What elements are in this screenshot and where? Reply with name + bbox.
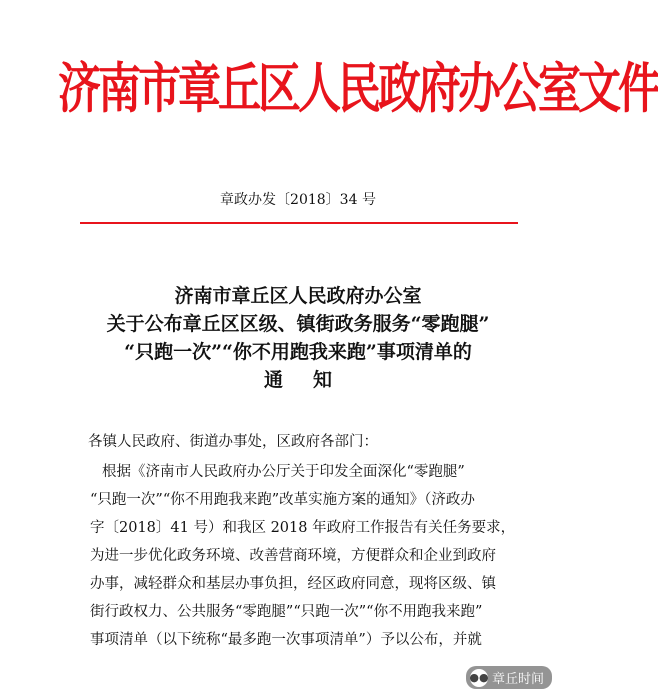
source-watermark bbox=[466, 666, 552, 689]
body-paragraph bbox=[90, 458, 526, 654]
notice-title bbox=[0, 282, 596, 394]
salutation: 各镇人民政府、街道办事处，区政府各部门： bbox=[88, 434, 378, 450]
notice-title-line: 济南市章丘区人民政府办公室 bbox=[174, 285, 422, 307]
body-line: 街行政权力、公共服务“零跑腿”“只跑一次”“你不用跑我来跑” bbox=[90, 604, 483, 620]
body-line: 根据《济南市人民政府办公厅关于印发全面深化“零跑腿” bbox=[102, 464, 465, 480]
body-line: 字〔2018〕41 号）和我区 2018 年政府工作报告有关任务要求， bbox=[90, 520, 516, 536]
body-line: 事项清单（以下统称“最多跑一次事项清单”）予以公布，并就 bbox=[90, 632, 482, 648]
red-divider-line bbox=[80, 222, 518, 224]
watermark-label: 章丘时间 bbox=[492, 672, 545, 687]
document-number: 章政办发〔2018〕34 号 bbox=[220, 192, 376, 208]
document-header-title: 济南市章丘区人民政府办公室文件 bbox=[58, 58, 658, 121]
notice-title-line: “只跑一次”“你不用跑我来跑”事项清单的 bbox=[124, 341, 472, 363]
notice-title-line: 通知 bbox=[263, 369, 362, 391]
body-line: 办事，减轻群众和基层办事负担，经区政府同意，现将区级、镇 bbox=[90, 576, 496, 592]
body-line: “只跑一次”“你不用跑我来跑”改革实施方案的通知》（济政办 bbox=[90, 492, 475, 508]
wechat-icon: ●● bbox=[470, 669, 488, 687]
notice-title-line: 关于公布章丘区区级、镇街政务服务“零跑腿” bbox=[106, 313, 490, 335]
body-line: 为进一步优化政务环境、改善营商环境，方便群众和企业到政府 bbox=[90, 548, 496, 564]
